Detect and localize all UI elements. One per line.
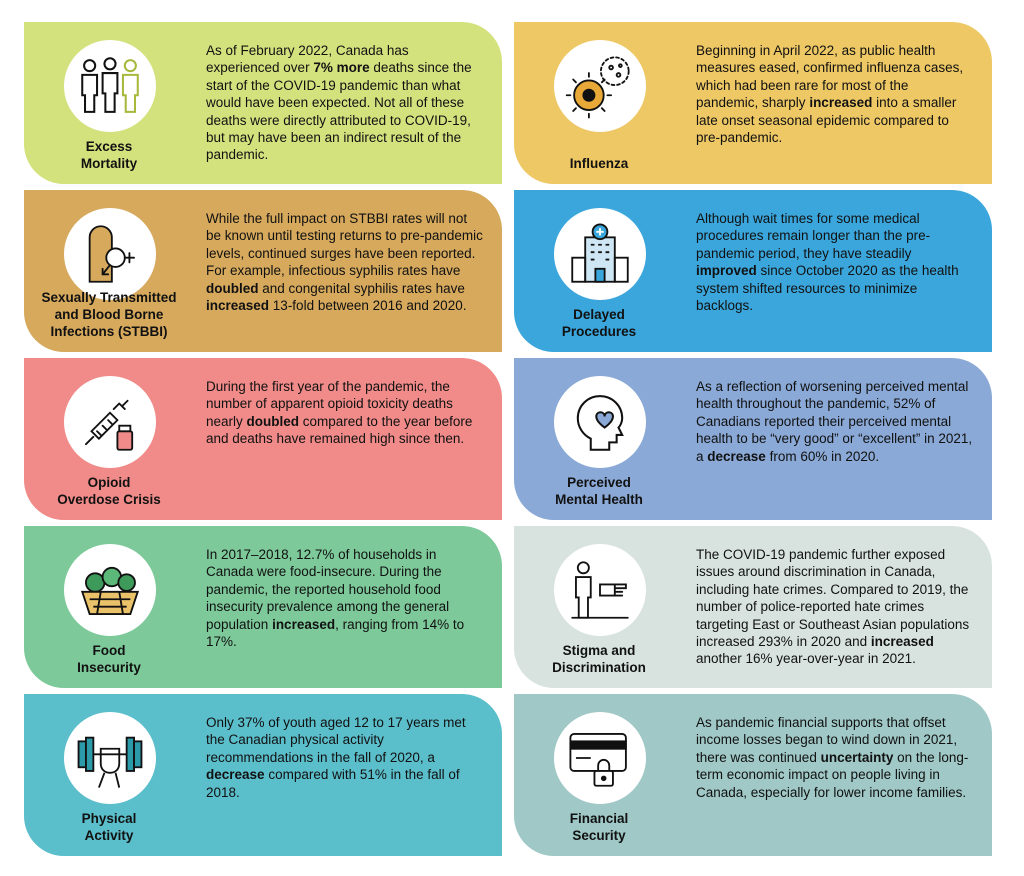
card-description: Beginning in April 2022, as public health measures eased, confirmed influenza cases, which had been rare for most of the pandemic, sharply increased into a smaller late onset seasonal epidemic compared to pre-pandemic. [696,43,964,146]
card-stbbi [24,190,502,352]
card-description: While the full impact on STBBI rates will not be known until testing returns to pre-pandemic levels, continued surges have been reported. For example, infectious syphilis rates have doubled and congenital syphilis rates have increased 13-fold between 2016 and 2020. [206,211,483,314]
card-description: As pandemic financial supports that offset income losses began to wind down in 2021, there was continued uncertainty on the long-term economic impact on people living in Canada, especially for lower income families. [696,715,969,800]
condom-gender-icon [64,208,156,300]
head-heart-icon [554,376,646,468]
card-title: Delayed Procedures [561,307,637,339]
card-description: The COVID-19 pandemic further exposed issues around discrimination in Canada, including hate crimes. Compared to 2019, the number of police-reported hate crimes targeting East or Southeast Asian populations increased 293% in 2020 and increased another 16% year-over-year in 2021. [696,547,970,667]
card-description: Only 37% of youth aged 12 to 17 years met the Canadian physical activity recommendations in the fall of 2020, a decrease compared with 51% in the fall of 2018. [206,715,466,800]
card-title: Stigma and Discrimination [552,643,646,675]
card-financial-security [514,694,992,856]
card-description: Although wait times for some medical procedures remain longer than the pre-pandemic period, they have steadily improved since October 2020 as the health system shifted resources to minimize backlogs. [696,211,959,314]
food-basket-icon [64,544,156,636]
card-title: Perceived Mental Health [555,475,643,507]
card-description: As of February 2022, Canada has experienced over 7% more deaths since the start of the COVID-19 pandemic than what would have been expected. Not all of these deaths were directly attributed to COVID-19, but may have been an indirect result of the pandemic. [206,43,472,163]
card-stigma [514,526,992,688]
card-title: Excess Mortality [80,139,138,171]
card-excess-mortality [24,22,502,184]
card-delayed-procedures [514,190,992,352]
card-influenza [514,22,992,184]
card-title: Influenza [569,156,629,171]
hospital-icon [554,208,646,300]
card-title: Opioid Overdose Crisis [57,475,161,507]
dumbbell-icon [64,712,156,804]
people-icon [64,40,156,132]
virus-icon [554,40,646,132]
pointing-person-icon [554,544,646,636]
card-mental-health [514,358,992,520]
card-opioid [24,358,502,520]
syringe-vial-icon [64,376,156,468]
card-food-insecurity [24,526,502,688]
card-description: During the first year of the pandemic, the number of apparent opioid toxicity deaths nearly doubled compared to the year before and deaths have remained high since then. [206,379,473,447]
card-title: Sexually Transmitted and Blood Borne Infections (STBBI) [41,290,177,339]
card-physical-activity [24,694,502,856]
card-description: In 2017–2018, 12.7% of households in Canada were food-insecure. During the pandemic, the reported household food insecurity prevalence among the general population increased, ranging from 14% to 17%. [206,547,465,650]
card-description: As a reflection of worsening perceived mental health throughout the pandemic, 52% of Canadians reported their perceived mental health to be “very good” or “excellent” in 2021, a decrease from 60% in 2020. [696,379,973,464]
card-title: Physical Activity [81,811,137,843]
card-title: Food Insecurity [77,643,141,675]
card-lock-icon [554,712,646,804]
card-title: Financial Security [569,811,629,843]
